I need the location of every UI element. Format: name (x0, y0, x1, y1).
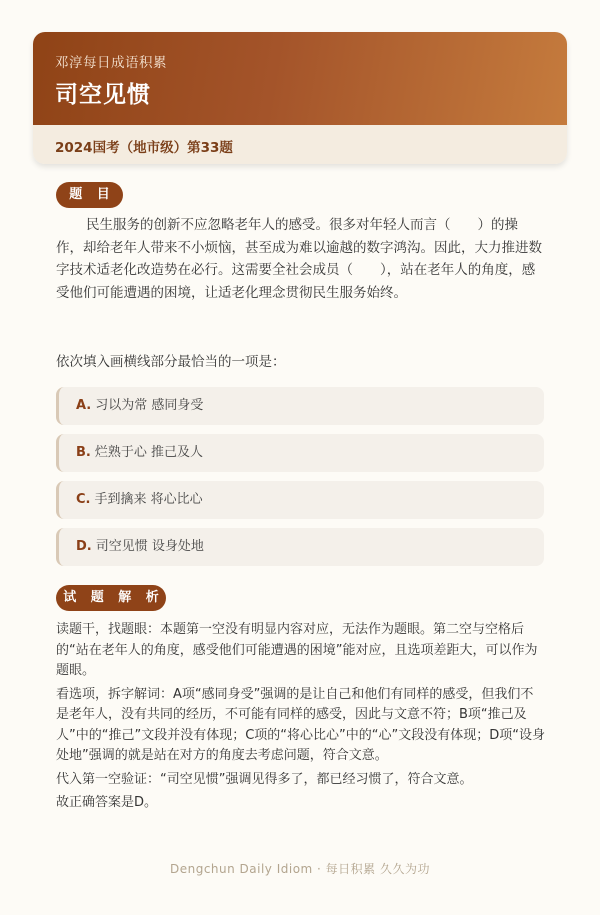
header-meta-bar (33, 125, 567, 164)
question-passage (56, 214, 544, 304)
question-label: 题 目 (56, 182, 123, 208)
analysis-paragraph: 读题干，找题眼：本题第一空没有明显内容对应，无法作为题眼。第二空与空格后的“站在老年人的角度，感受他们可能遭遇的困境”能对应，且选项差距大，可以作为题眼。 (56, 622, 538, 678)
exam-source: 2024国考（地市级）第33题 (55, 140, 233, 156)
option-c[interactable] (56, 481, 544, 519)
option-text: 司空见惯 设身处地 (95, 539, 204, 554)
question-passage-text: 民生服务的创新不应忽略老年人的感受。很多对年轻人而言（ ）的操作，却给老年人带来不小烦恼，甚至成为难以逾越的数字鸿沟。因此，大力推进数字技术适老化改造势在必行。这需要全社会成员（ ），站在老年人的角度，感受他们可能遭遇的困境，让适老化理念贯彻民生服务始终。 (56, 217, 542, 301)
analysis-body (56, 620, 546, 817)
option-text: 烂熟于心 推己及人 (94, 445, 203, 460)
idiom-title: 司空见惯 (55, 82, 151, 108)
option-text: 习以为常 感同身受 (95, 398, 204, 413)
option-a[interactable] (56, 387, 544, 425)
header-subtitle: 邓淳每日成语积累 (55, 55, 167, 71)
analysis-paragraph: 代入第一空验证：“司空见惯”强调见得多了，都已经习惯了，符合文意。 (56, 771, 473, 787)
option-letter: B. (76, 445, 91, 460)
analysis-paragraph: 故正确答案是D。 (56, 795, 158, 810)
option-d[interactable] (56, 528, 544, 566)
option-b[interactable] (56, 434, 544, 472)
question-prompt: 依次填入画横线部分最恰当的一项是： (56, 354, 286, 370)
header-banner (33, 32, 567, 125)
option-letter: A. (76, 398, 92, 413)
header-card (33, 32, 567, 164)
footer-tagline: Dengchun Daily Idiom · 每日积累 久久为功 (169, 862, 431, 876)
analysis-label: 试 题 解 析 (56, 585, 166, 611)
option-text: 手到擒来 将心比心 (94, 492, 203, 507)
option-letter: D. (76, 539, 92, 554)
analysis-paragraph: 看选项，拆字解词：A项“感同身受”强调的是让自己和他们有同样的感受，但我们不是老年人，没有共同的经历，不可能有同样的感受，因此与文意不符；B项“推己及人”中的“推己”文段并没有体现；C项的“将心比心”中的“心”文段没有体现；D项“设身处地”强调的就是站在对方的角度去考虑问题，符合文意。 (56, 686, 545, 763)
option-letter: C. (76, 492, 91, 507)
